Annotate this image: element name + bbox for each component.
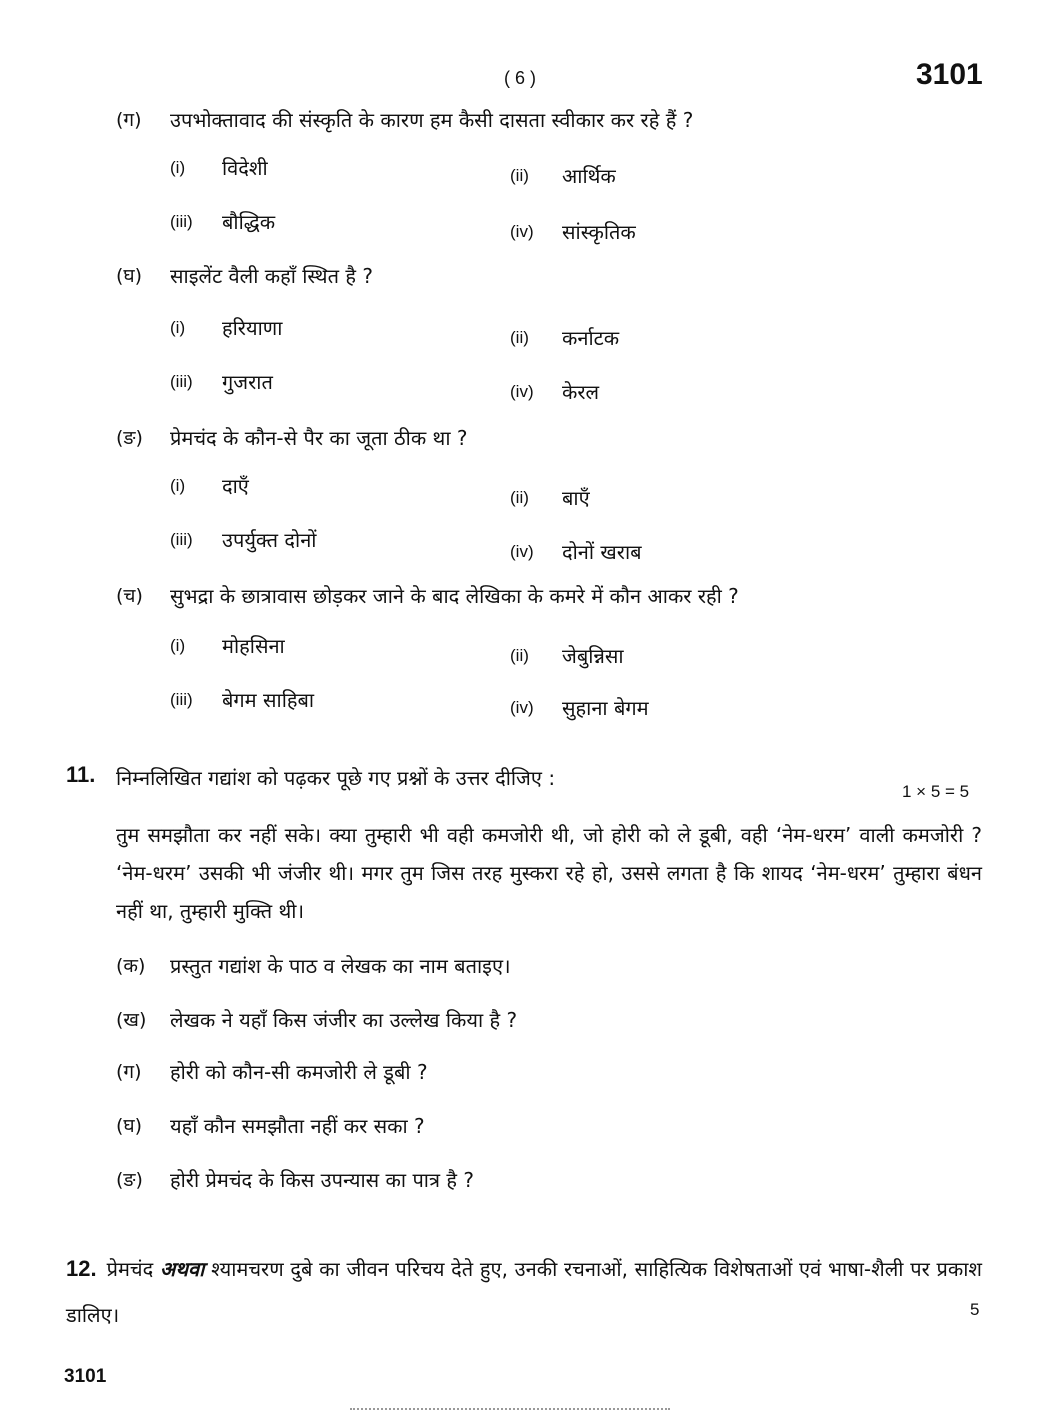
q12-text-before: प्रेमचंद bbox=[106, 1257, 154, 1281]
option-number: (iv) bbox=[510, 222, 534, 241]
option-number: (ii) bbox=[510, 328, 529, 347]
question-number: 12. bbox=[66, 1256, 97, 1281]
sub-question-label: (ख) bbox=[116, 1009, 147, 1031]
option-number: (i) bbox=[170, 158, 186, 177]
option-text: सुहाना बेगम bbox=[562, 696, 649, 720]
option-text: केरल bbox=[562, 380, 600, 404]
q12-marks: 5 bbox=[970, 1300, 980, 1319]
option-number: (ii) bbox=[510, 646, 529, 665]
option-number: (iii) bbox=[170, 372, 193, 391]
question-label: (घ) bbox=[116, 265, 143, 287]
sub-question-label: (ग) bbox=[116, 1061, 142, 1083]
option-number: (iv) bbox=[510, 542, 534, 561]
question-instruction: निम्नलिखित गद्यांश को पढ़कर पूछे गए प्रश्नों के उत्तर दीजिए : bbox=[116, 766, 556, 790]
sub-question-label: (ङ) bbox=[116, 1169, 143, 1191]
option-number: (iii) bbox=[170, 212, 193, 231]
sub-question-text: यहाँ कौन समझौता नहीं कर सका ? bbox=[170, 1114, 425, 1138]
sub-question-text: होरी प्रेमचंद के किस उपन्यास का पात्र है ? bbox=[170, 1168, 474, 1192]
question-12 bbox=[66, 1246, 982, 1338]
option-number: (iii) bbox=[170, 690, 193, 709]
question-label: (ग) bbox=[116, 109, 142, 131]
option-number: (i) bbox=[170, 476, 186, 495]
question-text: सुभद्रा के छात्रावास छोड़कर जाने के बाद लेखिका के कमरे में कौन आकर रही ? bbox=[170, 584, 739, 608]
option-number: (i) bbox=[170, 318, 186, 337]
sub-question-text: लेखक ने यहाँ किस जंजीर का उल्लेख किया है ? bbox=[170, 1008, 518, 1032]
q12-emphasis: अथवा bbox=[160, 1257, 205, 1281]
option-text: जेबुन्निसा bbox=[562, 644, 624, 668]
option-text: सांस्कृतिक bbox=[562, 220, 636, 244]
option-text: उपर्युक्त दोनों bbox=[222, 528, 317, 552]
question-label: (च) bbox=[116, 585, 143, 607]
option-text: मोहसिना bbox=[222, 634, 285, 658]
option-text: दाएँ bbox=[222, 474, 249, 498]
option-text: बाएँ bbox=[562, 486, 590, 510]
passage-text: तुम समझौता कर नहीं सके। क्या तुम्हारी भी वही कमजोरी थी, जो होरी को ले डूबी, वही ‘नेम-धरम’ वाली कमजोरी ? ‘नेम-धरम’ उसकी भी जंजीर थी। मगर तुम जिस तरह मुस्करा रहे हो, उससे लगता है कि शायद ‘नेम-धरम’ तुम्हारा बंधन नहीं था, तुम्हारी मुक्ति थी। bbox=[116, 823, 982, 923]
option-number: (iv) bbox=[510, 698, 534, 717]
sub-question-text: होरी को कौन-सी कमजोरी ले डूबी ? bbox=[170, 1060, 428, 1084]
question-text: साइलेंट वैली कहाँ स्थित है ? bbox=[170, 264, 373, 288]
option-text: दोनों खराब bbox=[562, 540, 642, 564]
question-label: (ङ) bbox=[116, 427, 143, 449]
sub-question-label: (क) bbox=[116, 955, 146, 977]
option-text: बेगम साहिबा bbox=[222, 688, 315, 712]
sub-question-text: प्रस्तुत गद्यांश के पाठ व लेखक का नाम बताइए। bbox=[170, 954, 511, 978]
option-number: (iv) bbox=[510, 382, 534, 401]
paper-code-footer: 3101 bbox=[64, 1366, 107, 1387]
option-text: आर्थिक bbox=[562, 164, 616, 188]
option-text: बौद्धिक bbox=[222, 210, 276, 234]
paper-code-header: 3101 bbox=[916, 58, 983, 91]
sub-question-label: (घ) bbox=[116, 1115, 143, 1137]
option-text: कर्नाटक bbox=[562, 326, 620, 350]
question-text: उपभोक्तावाद की संस्कृति के कारण हम कैसी दासता स्वीकार कर रहे हैं ? bbox=[170, 108, 694, 132]
option-text: विदेशी bbox=[222, 156, 268, 180]
option-number: (i) bbox=[170, 636, 186, 655]
q12-text-after: श्यामचरण दुबे का जीवन परिचय देते हुए, उनकी रचनाओं, साहित्यिक विशेषताओं एवं भाषा-शैली पर प्रकाश डालिए। bbox=[66, 1257, 982, 1327]
question-number: 11. bbox=[66, 762, 96, 787]
option-text: गुजरात bbox=[222, 370, 273, 394]
marks-label: 1 × 5 = 5 bbox=[902, 782, 970, 801]
option-number: (ii) bbox=[510, 166, 529, 185]
page-number: ( 6 ) bbox=[504, 68, 537, 88]
question-text: प्रेमचंद के कौन-से पैर का जूता ठीक था ? bbox=[170, 426, 468, 450]
option-text: हरियाणा bbox=[222, 316, 283, 340]
footer-divider bbox=[350, 1408, 670, 1411]
option-number: (ii) bbox=[510, 488, 529, 507]
option-number: (iii) bbox=[170, 530, 193, 549]
